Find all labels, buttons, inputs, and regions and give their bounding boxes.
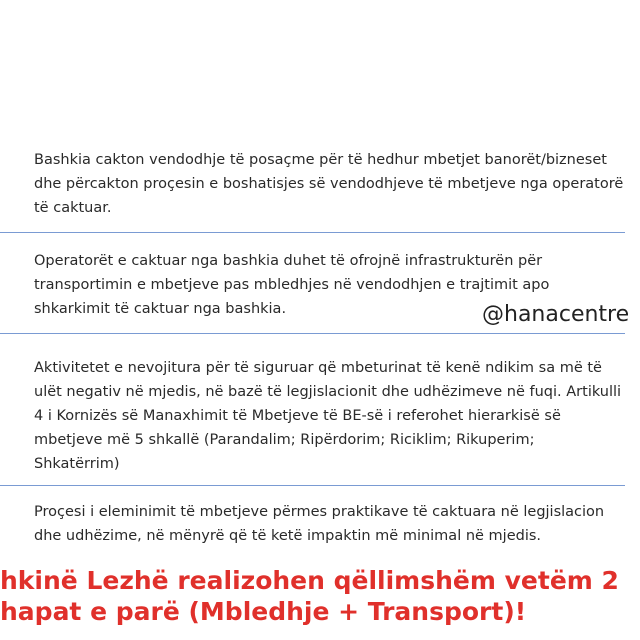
paragraph-line: dhe udhëzime, në mënyrë që të ketë impaktin më minimal në mjedis.: [34, 528, 542, 544]
paragraph-line: transportimin e mbetjeve pas mbledhjes në vendodhjen e trajtimit apo: [34, 277, 550, 293]
footer-line-2: hapat e parë (Mbledhje + Transport)!: [0, 597, 527, 626]
paragraph-line: shkarkimit të caktuar nga bashkia.: [34, 301, 287, 317]
separator-line: [0, 333, 625, 334]
separator-line: [0, 232, 625, 233]
paragraph-line: të caktuar.: [34, 200, 112, 216]
paragraph-collection: [34, 148, 640, 220]
watermark-handle: @hanacentre: [482, 302, 630, 327]
paragraph-line: Proçesi i eleminimit të mbetjeve përmes praktikave të caktuara në legjislacion: [34, 504, 605, 520]
paragraph-line: Operatorët e caktuar nga bashkia duhet të ofrojnë infrastrukturën për: [34, 253, 543, 269]
paragraph-line: Shkatërrim): [34, 456, 120, 472]
paragraph-line: Bashkia cakton vendodhje të posaçme për të hedhur mbetjet banorët/bizneset: [34, 152, 607, 168]
paragraph-line: mbetjeve më 5 shkallë (Parandalim; Ripërdorim; Riciklim; Rikuperim;: [34, 432, 535, 448]
footer-line-1: hkinë Lezhë realizohen qëllimshëm vetëm 2: [0, 566, 619, 595]
paragraph-line: ulët negativ në mjedis, në bazë të legjislacionit dhe udhëzimeve në fuqi. Artikulli: [34, 384, 622, 400]
paragraph-line: Aktivitetet e nevojitura për të siguruar që mbeturinat të kenë ndikim sa më të: [34, 360, 602, 376]
separator-line: [0, 485, 625, 486]
paragraph-treatment: [34, 356, 640, 476]
paragraph-line: 4 i Kornizës së Manaxhimit të Mbetjeve të BE-së i referohet hierarkisë së: [34, 408, 561, 424]
paragraph-line: dhe përcakton proçesin e boshatisjes së vendodhjeve të mbetjeve nga operatorë: [34, 176, 624, 192]
paragraph-disposal: [34, 500, 640, 548]
